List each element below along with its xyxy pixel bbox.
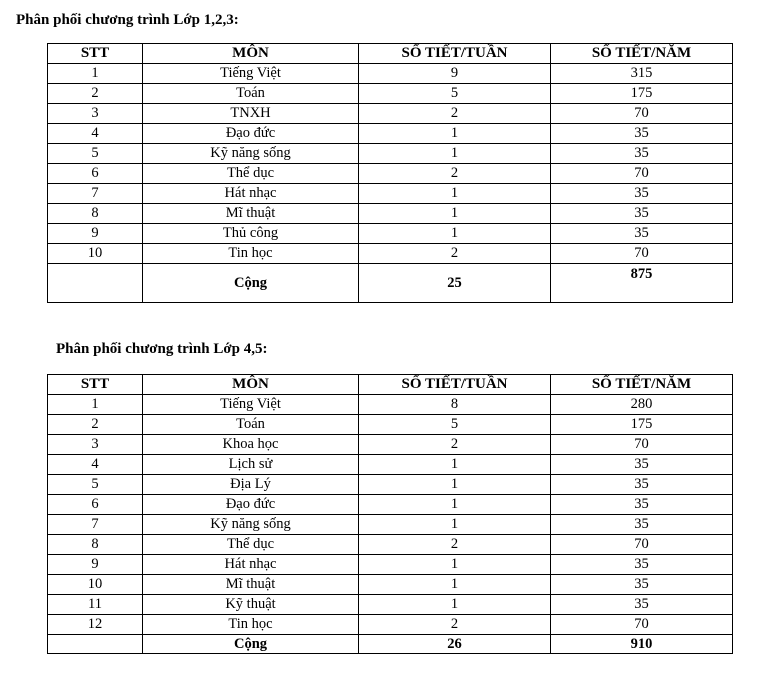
table-row [48,84,733,104]
cell-periods-per-year: 35 [551,204,733,224]
cell-periods-per-year: 35 [551,575,733,595]
table-row [48,435,733,455]
cell-periods-per-year: 315 [551,64,733,84]
section2-heading: Phân phối chương trình Lớp 4,5: [56,341,268,357]
header-periods-per-week: SỐ TIẾT/TUẦN [359,44,551,64]
table-row [48,184,733,204]
cell-stt: 1 [48,395,143,415]
total-stt-cell [48,635,143,654]
cell-stt: 3 [48,435,143,455]
cell-periods-per-week: 1 [359,555,551,575]
cell-stt: 7 [48,184,143,204]
cell-stt: 7 [48,515,143,535]
table-row [48,515,733,535]
cell-periods-per-year: 70 [551,244,733,264]
cell-periods-per-week: 5 [359,84,551,104]
cell-subject: Đạo đức [143,495,359,515]
table-row [48,575,733,595]
cell-periods-per-year: 175 [551,84,733,104]
cell-subject: Thể dục [143,535,359,555]
cell-periods-per-year: 175 [551,415,733,435]
cell-stt: 1 [48,64,143,84]
cell-subject: Hát nhạc [143,184,359,204]
cell-subject: Mĩ thuật [143,204,359,224]
total-label: Cộng [143,264,359,303]
cell-periods-per-year: 35 [551,475,733,495]
table-row [48,64,733,84]
cell-periods-per-week: 1 [359,184,551,204]
cell-stt: 2 [48,84,143,104]
table-row [48,535,733,555]
cell-periods-per-year: 70 [551,435,733,455]
cell-subject: Kỹ năng sống [143,144,359,164]
cell-periods-per-week: 5 [359,415,551,435]
schedule-table-grade-1-2-3 [47,43,733,303]
cell-subject: Tin học [143,244,359,264]
total-yearly: 875 [551,264,733,303]
cell-periods-per-week: 1 [359,455,551,475]
total-weekly: 25 [359,264,551,303]
cell-periods-per-week: 2 [359,164,551,184]
cell-periods-per-week: 1 [359,204,551,224]
cell-subject: Tin học [143,615,359,635]
table-row [48,124,733,144]
cell-periods-per-year: 35 [551,224,733,244]
cell-periods-per-week: 9 [359,64,551,84]
cell-stt: 4 [48,124,143,144]
table-row [48,595,733,615]
cell-periods-per-week: 1 [359,124,551,144]
cell-periods-per-year: 35 [551,144,733,164]
header-stt: STT [48,44,143,64]
table-row [48,144,733,164]
cell-stt: 10 [48,244,143,264]
cell-periods-per-week: 8 [359,395,551,415]
section1-heading: Phân phối chương trình Lớp 1,2,3: [16,12,239,28]
header-periods-per-year: SỐ TIẾT/NĂM [551,375,733,395]
cell-stt: 6 [48,164,143,184]
cell-periods-per-year: 280 [551,395,733,415]
cell-periods-per-year: 35 [551,555,733,575]
total-yearly: 910 [551,635,733,654]
cell-stt: 5 [48,475,143,495]
cell-stt: 9 [48,555,143,575]
table-body [48,64,733,264]
cell-periods-per-year: 70 [551,615,733,635]
cell-stt: 8 [48,204,143,224]
cell-periods-per-week: 1 [359,595,551,615]
total-stt-cell [48,264,143,303]
header-subject: MÔN [143,44,359,64]
cell-periods-per-year: 70 [551,164,733,184]
cell-periods-per-year: 35 [551,184,733,204]
cell-subject: Thể dục [143,164,359,184]
table-header-row [48,44,733,64]
total-row [48,635,733,654]
total-weekly: 26 [359,635,551,654]
table-body [48,395,733,635]
cell-periods-per-week: 1 [359,575,551,595]
cell-periods-per-year: 35 [551,495,733,515]
cell-periods-per-week: 1 [359,495,551,515]
table-row [48,615,733,635]
cell-periods-per-year: 35 [551,124,733,144]
cell-periods-per-week: 2 [359,535,551,555]
header-subject: MÔN [143,375,359,395]
table-row [48,224,733,244]
table-row [48,455,733,475]
header-periods-per-year: SỐ TIẾT/NĂM [551,44,733,64]
cell-stt: 3 [48,104,143,124]
cell-stt: 10 [48,575,143,595]
cell-subject: Tiếng Việt [143,395,359,415]
cell-periods-per-week: 1 [359,144,551,164]
cell-subject: Kỹ thuật [143,595,359,615]
cell-periods-per-year: 35 [551,515,733,535]
table-row [48,495,733,515]
cell-subject: Mĩ thuật [143,575,359,595]
cell-periods-per-week: 2 [359,435,551,455]
table-row [48,395,733,415]
table-row [48,104,733,124]
total-label: Cộng [143,635,359,654]
cell-periods-per-week: 1 [359,515,551,535]
table-row [48,164,733,184]
header-stt: STT [48,375,143,395]
total-row [48,264,733,303]
cell-subject: Đạo đức [143,124,359,144]
cell-stt: 12 [48,615,143,635]
cell-periods-per-week: 2 [359,615,551,635]
schedule-table-grade-4-5 [47,374,733,654]
table-row [48,555,733,575]
table-row [48,475,733,495]
table-header-row [48,375,733,395]
cell-periods-per-week: 2 [359,244,551,264]
table-row [48,204,733,224]
cell-periods-per-year: 35 [551,595,733,615]
cell-stt: 2 [48,415,143,435]
cell-subject: Địa Lý [143,475,359,495]
cell-stt: 9 [48,224,143,244]
cell-subject: Kỹ năng sống [143,515,359,535]
cell-periods-per-year: 70 [551,104,733,124]
cell-subject: Tiếng Việt [143,64,359,84]
cell-subject: Lịch sử [143,455,359,475]
table-row [48,244,733,264]
cell-stt: 8 [48,535,143,555]
cell-stt: 11 [48,595,143,615]
cell-subject: Hát nhạc [143,555,359,575]
header-periods-per-week: SỐ TIẾT/TUẦN [359,375,551,395]
cell-subject: Khoa học [143,435,359,455]
cell-subject: Toán [143,84,359,104]
cell-periods-per-week: 1 [359,475,551,495]
cell-stt: 4 [48,455,143,475]
table-row [48,415,733,435]
cell-stt: 5 [48,144,143,164]
cell-subject: Thủ công [143,224,359,244]
cell-periods-per-year: 35 [551,455,733,475]
cell-subject: Toán [143,415,359,435]
cell-subject: TNXH [143,104,359,124]
cell-stt: 6 [48,495,143,515]
cell-periods-per-week: 2 [359,104,551,124]
cell-periods-per-week: 1 [359,224,551,244]
cell-periods-per-year: 70 [551,535,733,555]
